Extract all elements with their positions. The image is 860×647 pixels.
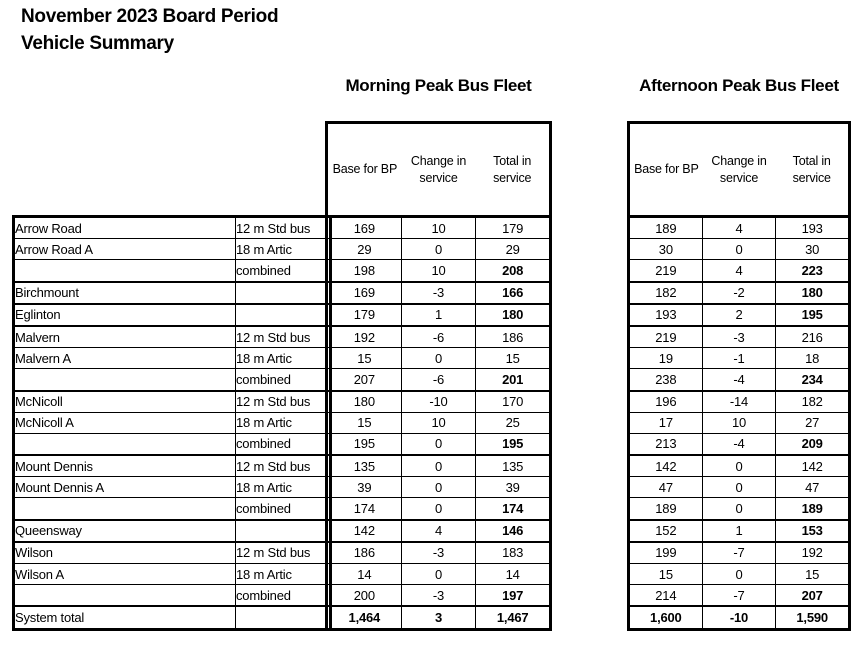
afternoon-data-row xyxy=(629,239,850,260)
total-in-service-cell: 135 xyxy=(476,455,551,477)
morning-data-row xyxy=(327,369,551,391)
morning-data-row xyxy=(327,433,551,455)
change-in-service-cell: -4 xyxy=(702,369,776,391)
morning-column-headers xyxy=(325,121,552,215)
total-in-service-cell: 153 xyxy=(776,520,850,542)
depot-row xyxy=(14,282,331,304)
change-in-service-cell: 10 xyxy=(401,412,476,433)
depot-row xyxy=(14,606,331,629)
depot-row xyxy=(14,542,331,564)
base-for-bp-cell: 219 xyxy=(629,326,703,348)
depot-row xyxy=(14,260,331,282)
base-for-bp-cell: 196 xyxy=(629,391,703,413)
base-for-bp-cell: 30 xyxy=(629,239,703,260)
bus-type-cell: 12 m Std bus xyxy=(236,542,331,564)
base-for-bp-cell: 15 xyxy=(327,348,402,369)
total-in-service-cell: 15 xyxy=(776,564,850,585)
bus-type-cell: 18 m Artic xyxy=(236,564,331,585)
morning-data-row xyxy=(327,260,551,282)
morning-data-row xyxy=(327,412,551,433)
change-in-service-cell: 0 xyxy=(702,455,776,477)
morning-fleet-table xyxy=(325,215,552,631)
depot-row xyxy=(14,217,331,239)
total-in-service-cell: 170 xyxy=(476,391,551,413)
afternoon-data-row xyxy=(629,326,850,348)
change-in-service-cell: 1 xyxy=(702,520,776,542)
column-header-base-for-bp: Base for BP xyxy=(332,162,398,177)
change-in-service-cell: -4 xyxy=(702,433,776,455)
total-in-service-cell: 186 xyxy=(476,326,551,348)
total-in-service-cell: 208 xyxy=(476,260,551,282)
total-in-service-cell: 197 xyxy=(476,585,551,607)
depot-table-body xyxy=(14,217,331,630)
base-for-bp-cell: 192 xyxy=(327,326,402,348)
page-title-line1: November 2023 Board Period xyxy=(21,6,279,27)
base-for-bp-cell: 180 xyxy=(327,391,402,413)
depot-row xyxy=(14,498,331,520)
total-in-service-cell: 179 xyxy=(476,217,551,239)
bus-type-cell xyxy=(236,304,331,326)
change-in-service-cell: 0 xyxy=(401,348,476,369)
bus-type-cell: 12 m Std bus xyxy=(236,455,331,477)
change-in-service-cell: 0 xyxy=(702,239,776,260)
change-in-service-cell: -7 xyxy=(702,542,776,564)
change-in-service-cell: 4 xyxy=(702,260,776,282)
base-for-bp-cell: 214 xyxy=(629,585,703,607)
depot-name-cell xyxy=(14,585,236,607)
depot-row xyxy=(14,391,331,413)
change-in-service-cell: -2 xyxy=(702,282,776,304)
depot-name-cell: Queensway xyxy=(14,520,236,542)
total-in-service-cell: 216 xyxy=(776,326,850,348)
base-for-bp-cell: 189 xyxy=(629,498,703,520)
base-for-bp-cell: 152 xyxy=(629,520,703,542)
change-in-service-cell: -3 xyxy=(401,282,476,304)
bus-type-cell: 12 m Std bus xyxy=(236,391,331,413)
base-for-bp-cell: 169 xyxy=(327,217,402,239)
afternoon-data-row xyxy=(629,412,850,433)
base-for-bp-cell: 200 xyxy=(327,585,402,607)
total-in-service-cell: 234 xyxy=(776,369,850,391)
morning-data-row xyxy=(327,477,551,498)
total-in-service-cell: 30 xyxy=(776,239,850,260)
depot-row xyxy=(14,239,331,260)
change-in-service-cell: 4 xyxy=(401,520,476,542)
morning-data-row xyxy=(327,585,551,607)
depot-row xyxy=(14,412,331,433)
bus-type-cell xyxy=(236,606,331,629)
total-in-service-cell: 15 xyxy=(476,348,551,369)
depot-name-cell: Malvern xyxy=(14,326,236,348)
depot-row xyxy=(14,326,331,348)
afternoon-data-row xyxy=(629,260,850,282)
afternoon-data-row xyxy=(629,282,850,304)
base-for-bp-cell: 142 xyxy=(327,520,402,542)
afternoon-column-headers xyxy=(627,121,851,215)
total-in-service-cell: 29 xyxy=(476,239,551,260)
depot-labels-table xyxy=(12,215,332,631)
afternoon-data-row xyxy=(629,369,850,391)
bus-type-cell: 12 m Std bus xyxy=(236,326,331,348)
change-in-service-cell: 0 xyxy=(702,498,776,520)
change-in-service-cell: 0 xyxy=(401,433,476,455)
morning-table-body xyxy=(327,217,551,630)
depot-name-cell xyxy=(14,433,236,455)
bus-type-cell xyxy=(236,520,331,542)
base-for-bp-cell: 29 xyxy=(327,239,402,260)
depot-row xyxy=(14,585,331,607)
morning-data-row xyxy=(327,606,551,629)
base-for-bp-cell: 189 xyxy=(629,217,703,239)
base-for-bp-cell: 238 xyxy=(629,369,703,391)
change-in-service-cell: -6 xyxy=(401,326,476,348)
morning-data-row xyxy=(327,304,551,326)
afternoon-data-row xyxy=(629,498,850,520)
change-in-service-cell: 0 xyxy=(401,455,476,477)
change-in-service-cell: -3 xyxy=(401,542,476,564)
bus-type-cell: 18 m Artic xyxy=(236,412,331,433)
change-in-service-cell: 3 xyxy=(401,606,476,629)
column-header-base-for-bp: Base for BP xyxy=(634,162,699,177)
depot-name-cell: Wilson A xyxy=(14,564,236,585)
column-header-change-in-service: Change in service xyxy=(711,154,767,185)
change-in-service-cell: 1 xyxy=(401,304,476,326)
base-for-bp-cell: 1,600 xyxy=(629,606,703,629)
base-for-bp-cell: 17 xyxy=(629,412,703,433)
total-in-service-cell: 27 xyxy=(776,412,850,433)
base-for-bp-cell: 39 xyxy=(327,477,402,498)
page-title xyxy=(21,3,278,57)
depot-name-cell xyxy=(14,260,236,282)
change-in-service-cell: -10 xyxy=(401,391,476,413)
total-in-service-cell: 180 xyxy=(476,304,551,326)
base-for-bp-cell: 186 xyxy=(327,542,402,564)
total-in-service-cell: 1,467 xyxy=(476,606,551,629)
change-in-service-cell: 2 xyxy=(702,304,776,326)
morning-data-row xyxy=(327,217,551,239)
morning-data-row xyxy=(327,564,551,585)
afternoon-fleet-table xyxy=(627,215,851,631)
total-in-service-cell: 25 xyxy=(476,412,551,433)
depot-name-cell: Mount Dennis A xyxy=(14,477,236,498)
base-for-bp-cell: 182 xyxy=(629,282,703,304)
bus-type-cell: combined xyxy=(236,585,331,607)
base-for-bp-cell: 219 xyxy=(629,260,703,282)
total-in-service-cell: 223 xyxy=(776,260,850,282)
depot-name-cell: Eglinton xyxy=(14,304,236,326)
afternoon-data-row xyxy=(629,304,850,326)
afternoon-data-row xyxy=(629,606,850,629)
column-header-change-in-service: Change in service xyxy=(410,154,467,185)
change-in-service-cell: -7 xyxy=(702,585,776,607)
depot-row xyxy=(14,433,331,455)
morning-data-row xyxy=(327,520,551,542)
afternoon-data-row xyxy=(629,348,850,369)
total-in-service-cell: 174 xyxy=(476,498,551,520)
depot-name-cell xyxy=(14,498,236,520)
depot-name-cell: Arrow Road A xyxy=(14,239,236,260)
base-for-bp-cell: 142 xyxy=(629,455,703,477)
total-in-service-cell: 195 xyxy=(776,304,850,326)
bus-type-cell: combined xyxy=(236,498,331,520)
depot-name-cell: McNicoll xyxy=(14,391,236,413)
afternoon-section-title: Afternoon Peak Bus Fleet xyxy=(639,76,839,95)
depot-row xyxy=(14,477,331,498)
morning-data-row xyxy=(327,498,551,520)
change-in-service-cell: -1 xyxy=(702,348,776,369)
afternoon-data-row xyxy=(629,433,850,455)
base-for-bp-cell: 174 xyxy=(327,498,402,520)
depot-name-cell: Arrow Road xyxy=(14,217,236,239)
depot-name-cell: McNicoll A xyxy=(14,412,236,433)
morning-data-row xyxy=(327,391,551,413)
base-for-bp-cell: 199 xyxy=(629,542,703,564)
total-in-service-cell: 14 xyxy=(476,564,551,585)
change-in-service-cell: -10 xyxy=(702,606,776,629)
column-header-total-in-service: Total in service xyxy=(792,154,831,185)
afternoon-data-row xyxy=(629,564,850,585)
afternoon-data-row xyxy=(629,217,850,239)
base-for-bp-cell: 169 xyxy=(327,282,402,304)
base-for-bp-cell: 195 xyxy=(327,433,402,455)
depot-row xyxy=(14,348,331,369)
bus-type-cell: 18 m Artic xyxy=(236,348,331,369)
depot-name-cell: Wilson xyxy=(14,542,236,564)
afternoon-data-row xyxy=(629,391,850,413)
change-in-service-cell: 10 xyxy=(401,217,476,239)
base-for-bp-cell: 15 xyxy=(327,412,402,433)
change-in-service-cell: 10 xyxy=(401,260,476,282)
page-title-line2: Vehicle Summary xyxy=(21,33,174,54)
morning-data-row xyxy=(327,239,551,260)
morning-data-row xyxy=(327,455,551,477)
total-in-service-cell: 142 xyxy=(776,455,850,477)
total-in-service-cell: 47 xyxy=(776,477,850,498)
base-for-bp-cell: 47 xyxy=(629,477,703,498)
change-in-service-cell: 0 xyxy=(401,564,476,585)
change-in-service-cell: 0 xyxy=(401,498,476,520)
change-in-service-cell: 0 xyxy=(702,564,776,585)
total-in-service-cell: 209 xyxy=(776,433,850,455)
afternoon-data-row xyxy=(629,542,850,564)
change-in-service-cell: 4 xyxy=(702,217,776,239)
column-header-total-in-service: Total in service xyxy=(493,154,532,185)
total-in-service-cell: 146 xyxy=(476,520,551,542)
total-in-service-cell: 183 xyxy=(476,542,551,564)
bus-type-cell: 18 m Artic xyxy=(236,239,331,260)
depot-name-cell: Malvern A xyxy=(14,348,236,369)
total-in-service-cell: 189 xyxy=(776,498,850,520)
total-in-service-cell: 39 xyxy=(476,477,551,498)
total-in-service-cell: 1,590 xyxy=(776,606,850,629)
total-in-service-cell: 166 xyxy=(476,282,551,304)
total-in-service-cell: 192 xyxy=(776,542,850,564)
base-for-bp-cell: 135 xyxy=(327,455,402,477)
base-for-bp-cell: 179 xyxy=(327,304,402,326)
total-in-service-cell: 193 xyxy=(776,217,850,239)
bus-type-cell: 12 m Std bus xyxy=(236,217,331,239)
base-for-bp-cell: 14 xyxy=(327,564,402,585)
change-in-service-cell: 10 xyxy=(702,412,776,433)
depot-name-cell xyxy=(14,369,236,391)
afternoon-data-row xyxy=(629,455,850,477)
total-in-service-cell: 180 xyxy=(776,282,850,304)
change-in-service-cell: -14 xyxy=(702,391,776,413)
total-in-service-cell: 195 xyxy=(476,433,551,455)
base-for-bp-cell: 15 xyxy=(629,564,703,585)
change-in-service-cell: -3 xyxy=(401,585,476,607)
bus-type-cell: 18 m Artic xyxy=(236,477,331,498)
total-in-service-cell: 207 xyxy=(776,585,850,607)
afternoon-table-body xyxy=(629,217,850,630)
bus-type-cell xyxy=(236,282,331,304)
depot-row xyxy=(14,564,331,585)
afternoon-data-row xyxy=(629,520,850,542)
morning-data-row xyxy=(327,282,551,304)
base-for-bp-cell: 198 xyxy=(327,260,402,282)
bus-type-cell: combined xyxy=(236,433,331,455)
change-in-service-cell: 0 xyxy=(702,477,776,498)
depot-name-cell: Mount Dennis xyxy=(14,455,236,477)
bus-type-cell: combined xyxy=(236,369,331,391)
depot-row xyxy=(14,520,331,542)
change-in-service-cell: 0 xyxy=(401,239,476,260)
change-in-service-cell: -3 xyxy=(702,326,776,348)
depot-name-cell: Birchmount xyxy=(14,282,236,304)
morning-data-row xyxy=(327,542,551,564)
change-in-service-cell: -6 xyxy=(401,369,476,391)
depot-row xyxy=(14,455,331,477)
morning-section-title: Morning Peak Bus Fleet xyxy=(345,76,532,95)
base-for-bp-cell: 213 xyxy=(629,433,703,455)
total-in-service-cell: 201 xyxy=(476,369,551,391)
depot-row xyxy=(14,369,331,391)
base-for-bp-cell: 19 xyxy=(629,348,703,369)
afternoon-data-row xyxy=(629,585,850,607)
bus-type-cell: combined xyxy=(236,260,331,282)
afternoon-data-row xyxy=(629,477,850,498)
change-in-service-cell: 0 xyxy=(401,477,476,498)
total-in-service-cell: 18 xyxy=(776,348,850,369)
base-for-bp-cell: 193 xyxy=(629,304,703,326)
morning-data-row xyxy=(327,348,551,369)
base-for-bp-cell: 1,464 xyxy=(327,606,402,629)
total-in-service-cell: 182 xyxy=(776,391,850,413)
morning-data-row xyxy=(327,326,551,348)
base-for-bp-cell: 207 xyxy=(327,369,402,391)
depot-row xyxy=(14,304,331,326)
depot-name-cell: System total xyxy=(14,606,236,629)
